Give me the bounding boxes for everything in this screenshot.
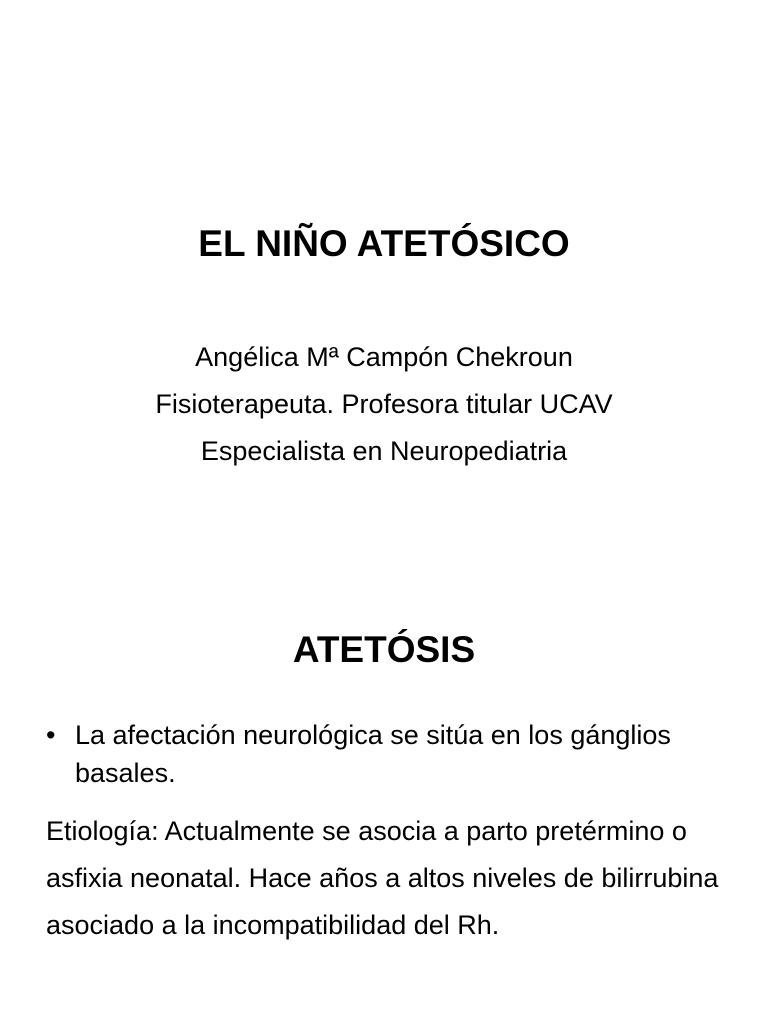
content-slide xyxy=(0,576,768,1024)
author-info xyxy=(0,334,768,475)
bullet-icon: • xyxy=(46,720,56,750)
author-role: Fisioterapeuta. Profesora titular UCAV xyxy=(155,389,613,419)
author-specialty: Especialista en Neuropediatria xyxy=(200,436,568,466)
etiology-paragraph: Etiología: Actualmente se asocia a parto pretérmino o asfixia neonatal. Hace años a altos niveles de bilirrubina asociado a la incompatibilidad del Rh. xyxy=(46,816,719,940)
list-item xyxy=(46,716,736,792)
author-name: Angélica Mª Campón Chekroun xyxy=(195,342,573,372)
bullet-list xyxy=(46,716,736,792)
slide-title: ATETÓSIS xyxy=(292,629,476,670)
bullet-text: La afectación neurológica se sitúa en los gánglios basales. xyxy=(75,720,671,788)
presentation-title: EL NIÑO ATETÓSICO xyxy=(198,223,570,264)
